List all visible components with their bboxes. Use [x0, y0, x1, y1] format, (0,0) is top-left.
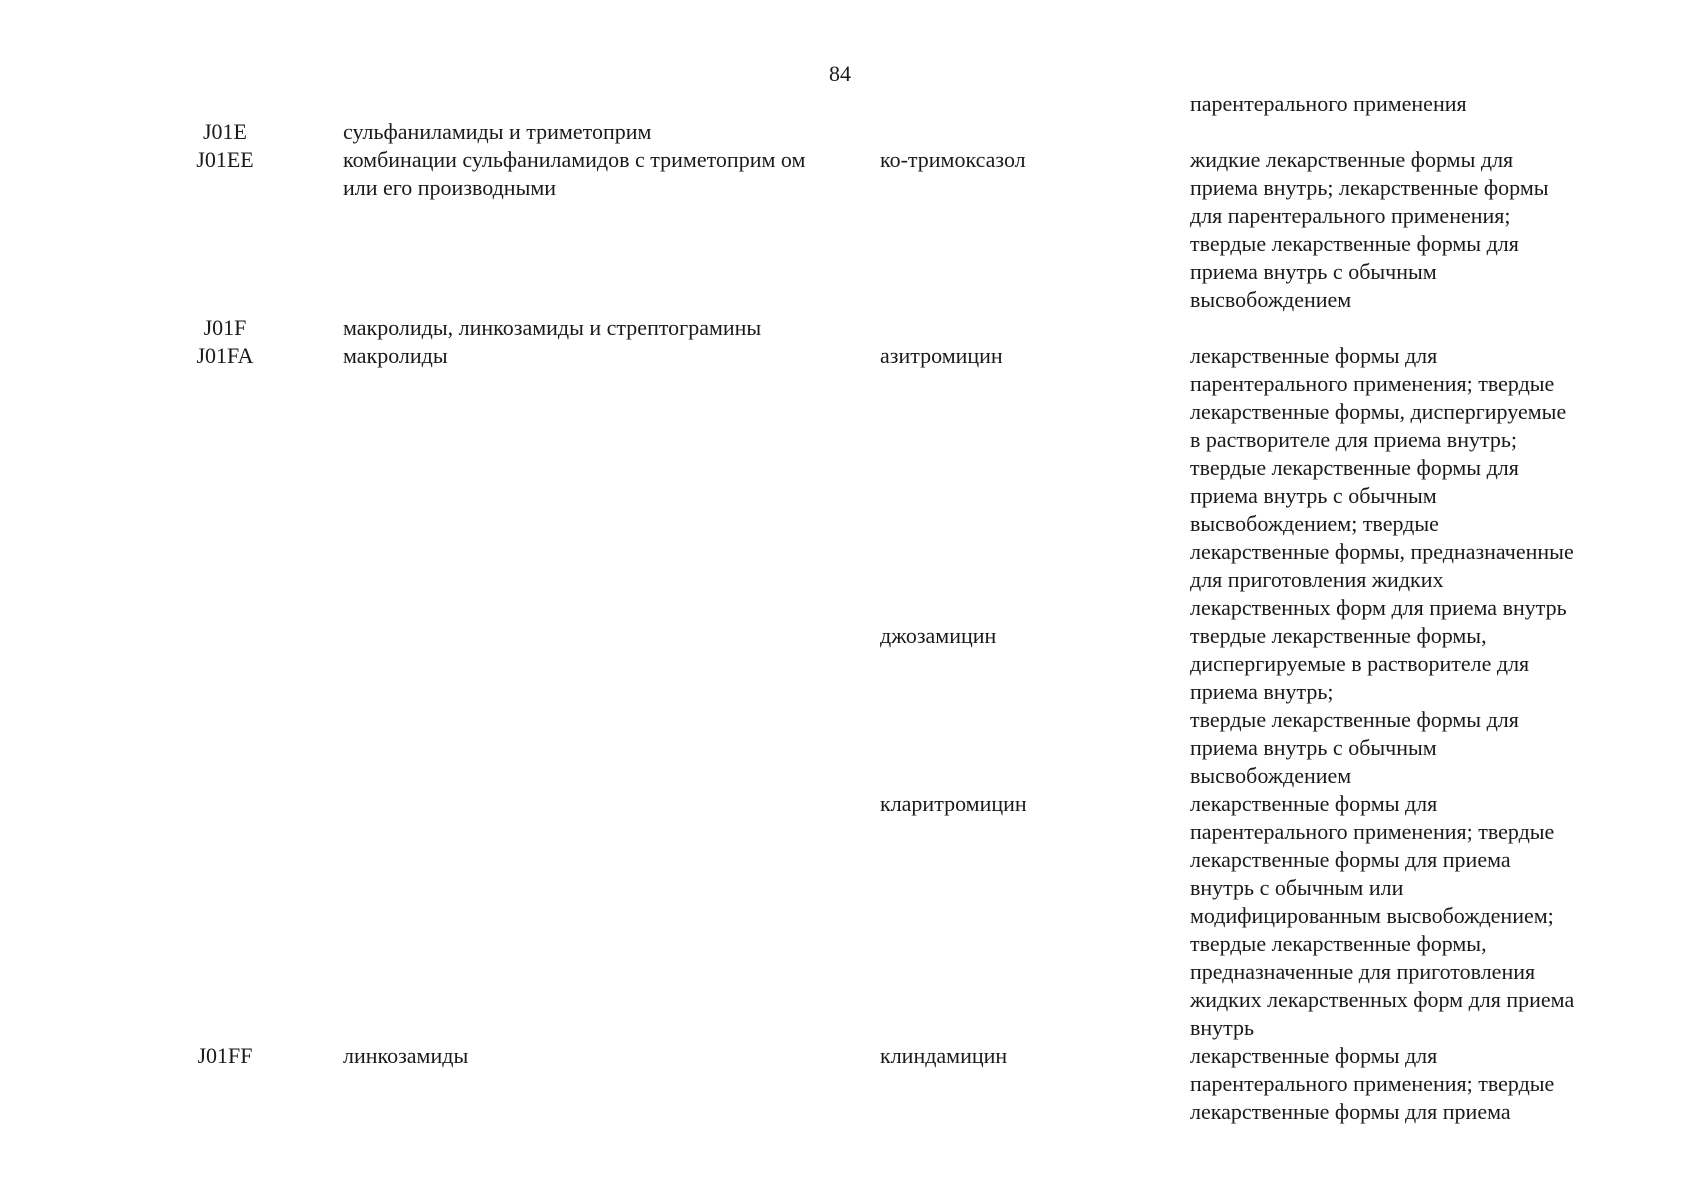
atc-description: комбинации сульфаниламидов с триметоприм ом или его производными — [343, 147, 806, 200]
atc-code: J01F — [203, 315, 247, 340]
atc-code: J01EE — [196, 147, 254, 172]
drug-name: клиндамицин — [880, 1043, 1008, 1068]
atc-code: J01FA — [196, 343, 254, 368]
drug-name: азитромицин — [880, 343, 1003, 368]
dosage-form: лекарственные формы для парентерального применения; твердые лекарственные формы для приема — [1190, 1043, 1555, 1124]
dosage-form: лекарственные формы для парентерального применения; твердые лекарственные формы, диспергируемые в растворителе для приема внутрь; твердые лекарственные формы для приема внутрь с обычным высвобождением; твердые лекарственные формы, предназначенные для приготовления жидких лекарственных форм для приема внутрь — [1190, 343, 1574, 620]
atc-description: макролиды — [343, 343, 448, 368]
dosage-form: жидкие лекарственные формы для приема внутрь; лекарственные формы для парентерального применения; твердые лекарственные формы для приема внутрь с обычным высвобождением — [1190, 147, 1549, 312]
atc-code: J01E — [203, 119, 247, 144]
page-number: 84 — [829, 61, 851, 86]
drug-name: ко-тримоксазол — [880, 147, 1026, 172]
atc-code: J01FF — [197, 1043, 253, 1068]
atc-description: макролиды, линкозамиды и стрептограмины — [343, 315, 762, 340]
dosage-form: лекарственные формы для парентерального применения; твердые лекарственные формы для приема внутрь с обычным или модифицированным высвобождением; твердые лекарственные формы, предназначенные для приготовления жидких лекарственных форм для приема внутрь — [1190, 791, 1575, 1040]
dosage-form-continued: парентерального применения — [1190, 91, 1467, 116]
dosage-form: твердые лекарственные формы, диспергируемые в растворителе для приема внутрь; твердые лекарственные формы для приема внутрь с обычным высвобождением — [1190, 623, 1530, 788]
drug-name: кларитромицин — [880, 791, 1027, 816]
atc-description: сульфаниламиды и триметоприм — [343, 119, 652, 144]
atc-description: линкозамиды — [343, 1043, 469, 1068]
drug-name: джозамицин — [880, 623, 997, 648]
